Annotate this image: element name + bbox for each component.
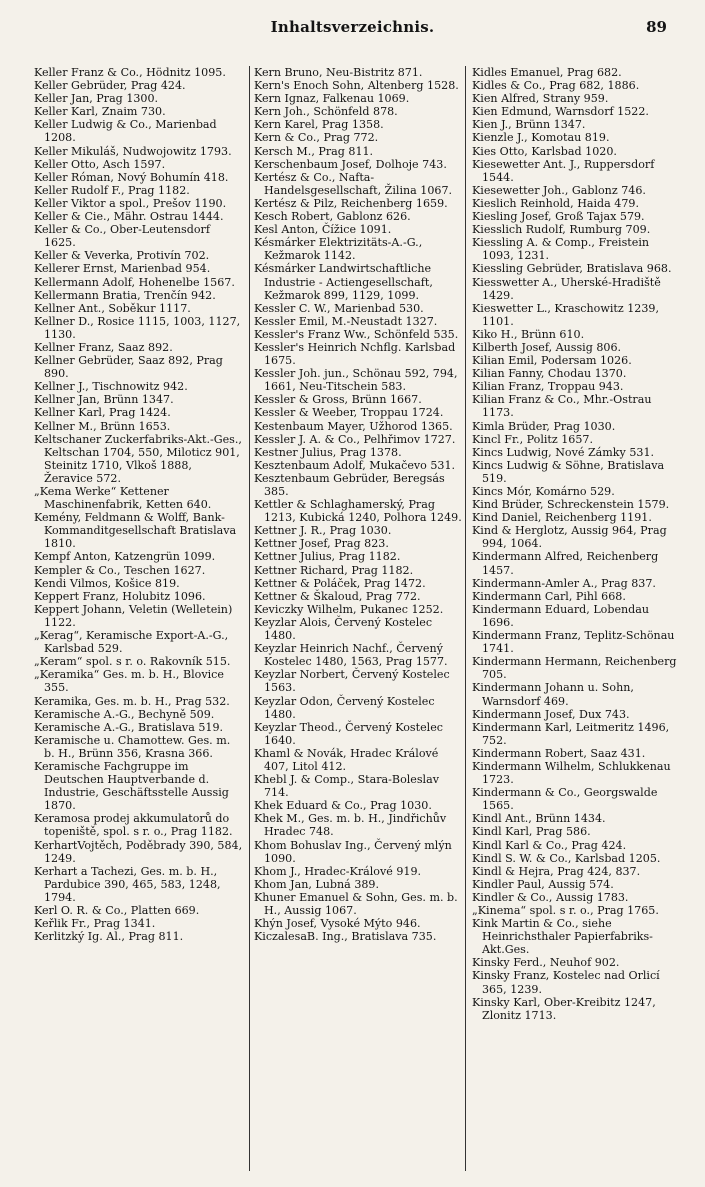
index-entry: Kindermann Karl, Leitmeritz 1496, 752. (472, 720, 670, 747)
index-entry: Kestenbaum Mayer, Užhorod 1365. (254, 419, 453, 433)
index-entry: Keyzlar Alois, Červený Kostelec 1480. (254, 615, 433, 643)
index-entry: Kerhart a Tachezi, Ges. m. b. H., Pardubice 390, 465, 583, 1248, 1794. (34, 864, 221, 904)
index-entry: Keller Rudolf F., Prag 1182. (34, 183, 190, 197)
index-entry: Kern Ignaz, Falkenau 1069. (254, 92, 410, 106)
index-entry: Kilian Franz & Co., Mhr.-Ostrau 1173. (472, 393, 652, 420)
index-entry: Kindler & Co., Aussig 1783. (472, 890, 629, 904)
index-entry: KiczalesaB. Ing., Bratislava 735. (254, 930, 437, 944)
index-entry: Kindler Paul, Aussig 574. (472, 877, 614, 891)
index-entry: Kink Martin & Co., siehe Heinrichsthaler Papierfabriks-Akt.Ges. (472, 917, 653, 957)
index-entry: Kessler Emil, M.-Neustadt 1327. (254, 314, 438, 328)
page-number: 89 (646, 18, 667, 36)
index-entry: Khom Jan, Lubná 389. (254, 877, 380, 891)
index-entry: Kilian Franz, Troppau 943. (472, 380, 624, 394)
index-entry: Kertész & Co., Nafta-Handelsgesellschaft, Žilina 1067. (254, 170, 453, 197)
index-entry: Khom J., Hradec-Králové 919. (254, 864, 422, 878)
index-entry: Keller Viktor a spol., Prešov 1190. (34, 196, 227, 210)
index-entry: Kemény, Feldmann & Wolff, Bank-Kommanditgesellschaft Bratislava 1810. (34, 511, 237, 551)
index-entry: Kellner Franz, Saaz 892. (34, 340, 173, 354)
index-entry: Kindl & Hejra, Prag 424, 837. (472, 864, 641, 878)
index-entry: Keller Róman, Nový Bohumín 418. (34, 170, 229, 184)
index-entry: Kindermann Robert, Saaz 431. (472, 746, 646, 760)
index-entry: Kerlitzký Ig. Al., Prag 811. (34, 930, 184, 944)
index-entry: Keramosa prodej akkumulatorů do topeniště, spol. s r. o., Prag 1182. (34, 812, 233, 839)
index-entry: Kiesewetter Ant. J., Ruppersdorf 1544. (472, 157, 655, 184)
index-entry: Kellner Karl, Prag 1424. (34, 406, 171, 420)
index-entry: Kilian Emil, Podersam 1026. (472, 354, 632, 368)
index-entry: Kellner M., Brünn 1653. (34, 419, 171, 433)
index-entry: Kersch M., Prag 811. (254, 144, 374, 158)
index-entry: Kesztenbaum Gebrüder, Beregsás 385. (254, 471, 445, 498)
index-entry: Keramische A.-G., Bratislava 519. (34, 720, 224, 734)
index-entry: Kind & Herglotz, Aussig 964, Prag 994, 1064. (472, 524, 667, 551)
index-entry: Keller Jan, Prag 1300. (34, 92, 159, 106)
index-entry: Kindermann Johann u. Sohn, Warnsdorf 469. (472, 681, 634, 708)
index-entry: Keller Ludwig & Co., Marienbad 1208. (34, 118, 217, 145)
index-entry: Kesztenbaum Adolf, Mukačevo 531. (254, 458, 456, 472)
index-entry: Kincl Fr., Politz 1657. (472, 432, 594, 446)
index-entry: Kiesewetter Joh., Gablonz 746. (472, 183, 646, 197)
index-entry: Kindl Karl & Co., Prag 424. (472, 838, 627, 852)
index-entry: Kempler & Co., Teschen 1627. (34, 563, 206, 577)
index-entry: Kiesswetter A., Uherské-Hradiště 1429. (472, 275, 661, 302)
index-entry: Kettler & Schlaghamerský, Prag 1213, Kubická 1240, Polhora 1249. (254, 498, 462, 525)
index-entry: Kettner Josef, Prag 823. (254, 537, 389, 551)
index-entry: Kellner J., Tischnowitz 942. (34, 380, 188, 394)
index-entry: Kien Alfred, Strany 959. (472, 92, 609, 106)
index-entry: Kerl O. R. & Co., Platten 669. (34, 904, 200, 917)
index-entry: Kiessling A. & Comp., Freistein 1093, 1231. (472, 236, 650, 263)
index-entry: Kincs Ludwig, Nové Zámky 531. (472, 445, 655, 459)
index-entry: Kincs Mór, Komárno 529. (472, 485, 615, 498)
index-entry: Kindl S. W. & Co., Karlsbad 1205. (472, 851, 661, 865)
index-entry: Khom Bohuslav Ing., Červený mlýn 1090. (254, 838, 452, 865)
index-entry: Kiesling Josef, Groß Tajax 579. (472, 210, 645, 224)
index-entry: Kessler J. A. & Co., Pelhřimov 1727. (254, 432, 456, 446)
index-entry: Kellner Ant., Soběkur 1117. (34, 301, 191, 315)
index-entry: Khaml & Novák, Hradec Králové 407, Litol 412. (254, 746, 439, 773)
index-entry: Kindermann-Amler A., Prag 837. (472, 576, 656, 590)
index-entry: Kidles Emanuel, Prag 682. (472, 66, 622, 79)
index-column-3 (472, 66, 684, 1176)
index-entry: Khek Eduard & Co., Prag 1030. (254, 799, 432, 813)
index-entry: Kien J., Brünn 1347. (472, 118, 586, 132)
index-entry: Kindermann Josef, Dux 743. (472, 707, 630, 721)
index-entry: Keller Mikuláš, Nudwojowitz 1793. (34, 144, 232, 158)
index-entry: Kieslich Reinhold, Haida 479. (472, 196, 639, 210)
index-entry: Kettner & Škaloud, Prag 772. (254, 589, 421, 603)
index-entry: Kessler Joh. jun., Schönau 592, 794, 1661, Neu-Titschein 583. (254, 367, 458, 394)
index-entry: Kettner Julius, Prag 1182. (254, 550, 401, 564)
index-entry: Keramische u. Chamottew. Ges. m. b. H., Brünn 356, Krasna 366. (34, 733, 231, 760)
index-entry: „Keramika“ Ges. m. b. H., Blovice 355. (34, 668, 224, 695)
index-entry: Kempf Anton, Katzengrün 1099. (34, 550, 216, 564)
index-entry: „Kerag“, Keramische Export-A.-G., Karlsbad 529. (34, 629, 229, 656)
index-entry: Kessler C. W., Marienbad 530. (254, 301, 424, 315)
index-entry: Kimla Brüder, Prag 1030. (472, 419, 616, 433)
index-entry: Kestner Julius, Prag 1378. (254, 445, 402, 459)
index-entry: Kern Bruno, Neu-Bistritz 871. (254, 66, 423, 79)
index-entry: Kindermann Wilhelm, Schlukkenau 1723. (472, 759, 671, 787)
index-entry: Kessler's Franz Ww., Schönfeld 535. (254, 327, 459, 341)
index-entry: Keyzlar Norbert, Červený Kostelec 1563. (254, 668, 450, 695)
index-entry: Kellermann Adolf, Hohenelbe 1567. (34, 275, 235, 289)
index-entry: Kern & Co., Prag 772. (254, 131, 379, 145)
index-entry: Keramika, Ges. m. b. H., Prag 532. (34, 694, 230, 708)
index-entry: Keller Franz & Co., Hödnitz 1095. (34, 66, 226, 79)
index-entry: Keltschaner Zuckerfabriks-Akt.-Ges., Keltschan 1704, 550, Miloticz 901, Steinitz 1710, Vlkoš 1888, Žeravice 572. (34, 432, 242, 485)
index-entry: Kettner J. R., Prag 1030. (254, 524, 392, 538)
index-entry: Kilberth Josef, Aussig 806. (472, 340, 622, 354)
index-entry: Khebl J. & Comp., Stara-Boleslav 714. (254, 773, 439, 800)
index-entry: Kindermann Hermann, Reichenberg 705. (472, 655, 677, 682)
index-entry: „Kinema“ spol. s r. o., Prag 1765. (472, 904, 659, 917)
index-entry: Kiko H., Brünn 610. (472, 327, 585, 341)
index-entry: Kerschenbaum Josef, Dolhoje 743. (254, 157, 447, 171)
index-entry: Khek M., Ges. m. b. H., Jindřichův Hradec 748. (254, 812, 447, 839)
index-entry: Keyzlar Theod., Červený Kostelec 1640. (254, 720, 443, 747)
index-entry: Késmárker Elektrizitäts-A.-G., Kežmarok 1142. (254, 236, 423, 263)
index-entry: Keller & Cie., Mähr. Ostrau 1444. (34, 210, 224, 224)
index-entry: Kettner & Poláček, Prag 1472. (254, 576, 426, 590)
index-entry: Kessler & Gross, Brünn 1667. (254, 393, 422, 407)
index-entry: Keviczky Wilhelm, Pukanec 1252. (254, 602, 444, 616)
index-entry: Kinsky Franz, Kostelec nad Orlicí 365, 1239. (472, 969, 660, 996)
index-entry: Kellner D., Rosice 1115, 1003, 1127, 1130. (34, 314, 241, 341)
index-entry: KerhartVojtěch, Poděbrady 390, 584, 1249. (34, 838, 243, 865)
index-entry: „Keram“ spol. s r. o. Rakovník 515. (34, 655, 231, 669)
index-entry: Kiesslich Rudolf, Rumburg 709. (472, 223, 651, 237)
index-entry: Kind Daniel, Reichenberg 1191. (472, 511, 652, 525)
index-entry: Kendi Vilmos, Košice 819. (34, 576, 180, 590)
index-entry: Kern Joh., Schönfeld 878. (254, 105, 398, 119)
index-entry: Kellermann Bratia, Trenčín 942. (34, 288, 216, 302)
index-entry: Kiessling Gebrüder, Bratislava 968. (472, 262, 672, 276)
index-entry: Kindl Karl, Prag 586. (472, 825, 591, 839)
index-entry: Kellerer Ernst, Marienbad 954. (34, 262, 211, 276)
index-entry: Kellner Jan, Brünn 1347. (34, 393, 174, 407)
index-entry: Keramische Fachgruppe im Deutschen Hauptverbande d. Industrie, Geschäftsstelle Aussig 1870. (34, 759, 229, 813)
index-entry: Khuner Emanuel & Sohn, Ges. m. b. H., Aussig 1067. (254, 890, 458, 917)
index-entry: Kind Brüder, Schreckenstein 1579. (472, 498, 670, 512)
index-column-1 (34, 66, 244, 1176)
index-entry: Keramische A.-G., Bechyně 509. (34, 707, 215, 721)
index-entry: Kesch Robert, Gablonz 626. (254, 210, 411, 224)
index-entry: Keller & Co., Ober-Leutensdorf 1625. (34, 223, 210, 250)
index-entry: Kessler & Weeber, Troppau 1724. (254, 406, 444, 420)
index-entry: Keyzlar Odon, Červený Kostelec 1480. (254, 694, 435, 721)
page-header (0, 14, 705, 40)
index-entry: Kern Karel, Prag 1358. (254, 118, 384, 132)
index-entry: Kertész & Pilz, Reichenberg 1659. (254, 196, 448, 210)
index-entry: Kindermann Alfred, Reichenberg 1457. (472, 550, 659, 577)
index-entry: Kesl Anton, Čížice 1091. (254, 223, 392, 237)
index-entry: Kettner Richard, Prag 1182. (254, 563, 414, 577)
index-entry: Kinsky Ferd., Neuhof 902. (472, 956, 620, 970)
index-entry: Kindermann Carl, Pihl 668. (472, 589, 626, 603)
index-entry: Kinsky Karl, Ober-Kreibitz 1247, Zlonitz 1713. (472, 995, 656, 1022)
index-entry: Kindl Ant., Brünn 1434. (472, 812, 606, 826)
index-column-2 (254, 66, 464, 1176)
index-entry: Kindermann Eduard, Lobendau 1696. (472, 602, 650, 629)
index-entry: Kidles & Co., Prag 682, 1886. (472, 79, 640, 93)
index-entry: Kessler's Heinrich Nchflg. Karlsbad 1675. (254, 340, 456, 368)
index-entry: Kies Otto, Karlsbad 1020. (472, 144, 617, 158)
index-entry: Kindermann Franz, Teplitz-Schönau 1741. (472, 629, 675, 656)
index-columns (34, 66, 684, 1176)
index-entry: Keller Otto, Asch 1597. (34, 157, 166, 171)
index-entry: Keřlik Fr., Prag 1341. (34, 917, 156, 931)
index-entry: Keyzlar Heinrich Nachf., Červený Kostelec 1480, 1563, Prag 1577. (254, 642, 448, 669)
index-entry: „Kema Werke“ Kettener Maschinenfabrik, Ketten 640. (34, 485, 212, 512)
index-entry: Keppert Franz, Holubitz 1096. (34, 589, 206, 603)
index-entry: Kieswetter L., Kraschowitz 1239, 1101. (472, 301, 659, 328)
index-entry: Kilian Fanny, Chodau 1370. (472, 367, 627, 381)
index-entry: Keppert Johann, Veletin (Welletein) 1122. (34, 602, 233, 629)
index-entry: Kincs Ludwig & Söhne, Bratislava 519. (472, 458, 665, 485)
index-entry: Khýn Josef, Vysoké Mýto 946. (254, 917, 421, 931)
index-entry: Keller Gebrüder, Prag 424. (34, 79, 186, 93)
page-title: Inhaltsverzeichnis. (270, 18, 435, 36)
index-entry: Kienzle J., Komotau 819. (472, 131, 610, 145)
index-entry: Kern's Enoch Sohn, Altenberg 1528. (254, 79, 459, 93)
index-entry: Késmárker Landwirtschaftliche Industrie - Actiengesellschaft, Kežmarok 899, 1129, 1099. (254, 262, 433, 302)
index-entry: Keller Karl, Znaim 730. (34, 105, 166, 119)
index-entry: Kien Edmund, Warnsdorf 1522. (472, 105, 649, 119)
index-entry: Kellner Gebrüder, Saaz 892, Prag 890. (34, 354, 223, 381)
index-entry: Keller & Veverka, Protivín 702. (34, 249, 210, 263)
index-entry: Kindermann & Co., Georgswalde 1565. (472, 786, 658, 813)
